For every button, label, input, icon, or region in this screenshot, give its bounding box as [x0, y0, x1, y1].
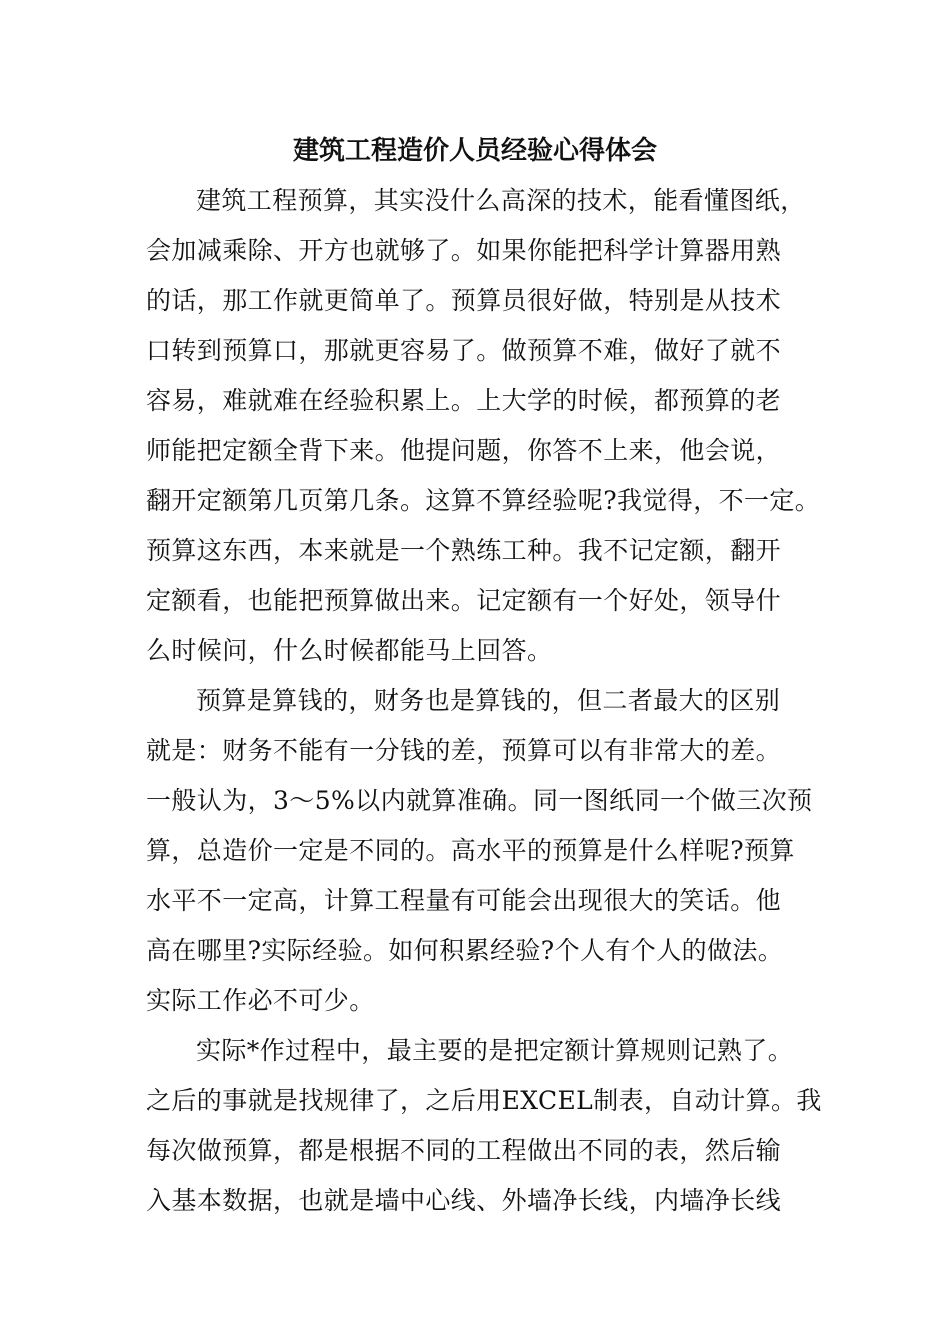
paragraph-line: 师能把定额全背下来。他提问题，你答不上来，他会说，	[146, 436, 782, 465]
paragraph-line: 翻开定额第几页第几条。这算不算经验呢?我觉得，不一定。	[146, 486, 821, 515]
paragraph-line: 口转到预算口，那就更容易了。做预算不难，做好了就不	[146, 336, 782, 365]
paragraph-line: 实际*作过程中，最主要的是把定额计算规则记熟了。	[196, 1036, 794, 1065]
paragraph-line: 的话，那工作就更简单了。预算员很好做，特别是从技术	[146, 286, 782, 315]
paragraph-line: 实际工作必不可少。	[146, 986, 375, 1015]
paragraph-line: 预算这东西，本来就是一个熟练工种。我不记定额，翻开	[146, 536, 782, 565]
paragraph-line: 定额看，也能把预算做出来。记定额有一个好处，领导什	[146, 586, 782, 615]
document-title: 建筑工程造价人员经验心得体会	[292, 136, 657, 166]
paragraph-line: 就是：财务不能有一分钱的差，预算可以有非常大的差。	[146, 736, 782, 765]
paragraph-line: 每次做预算，都是根据不同的工程做出不同的表，然后输	[146, 1136, 782, 1165]
paragraph-line: 么时候问，什么时候都能马上回答。	[146, 636, 553, 665]
paragraph-line: 建筑工程预算，其实没什么高深的技术，能看懂图纸，	[196, 186, 806, 215]
paragraph-line: 高在哪里?实际经验。如何积累经验?个人有个人的做法。	[146, 936, 784, 965]
paragraph-line: 预算是算钱的，财务也是算钱的，但二者最大的区别	[196, 686, 781, 715]
paragraph-line: 入基本数据，也就是墙中心线、外墙净长线，内墙净长线	[146, 1186, 782, 1215]
paragraph-line: 算，总造价一定是不同的。高水平的预算是什么样呢?预算	[146, 836, 795, 865]
paragraph-line: 水平不一定高，计算工程量有可能会出现很大的笑话。他	[146, 886, 782, 915]
paragraph-line: 一般认为，3～5%以内就算准确。同一图纸同一个做三次预	[146, 786, 813, 815]
paragraph-line: 容易，难就难在经验积累上。上大学的时候，都预算的老	[146, 386, 782, 415]
paragraph-line: 会加减乘除、开方也就够了。如果你能把科学计算器用熟	[146, 236, 782, 265]
paragraph-line: 之后的事就是找规律了，之后用EXCEL制表，自动计算。我	[146, 1086, 822, 1115]
